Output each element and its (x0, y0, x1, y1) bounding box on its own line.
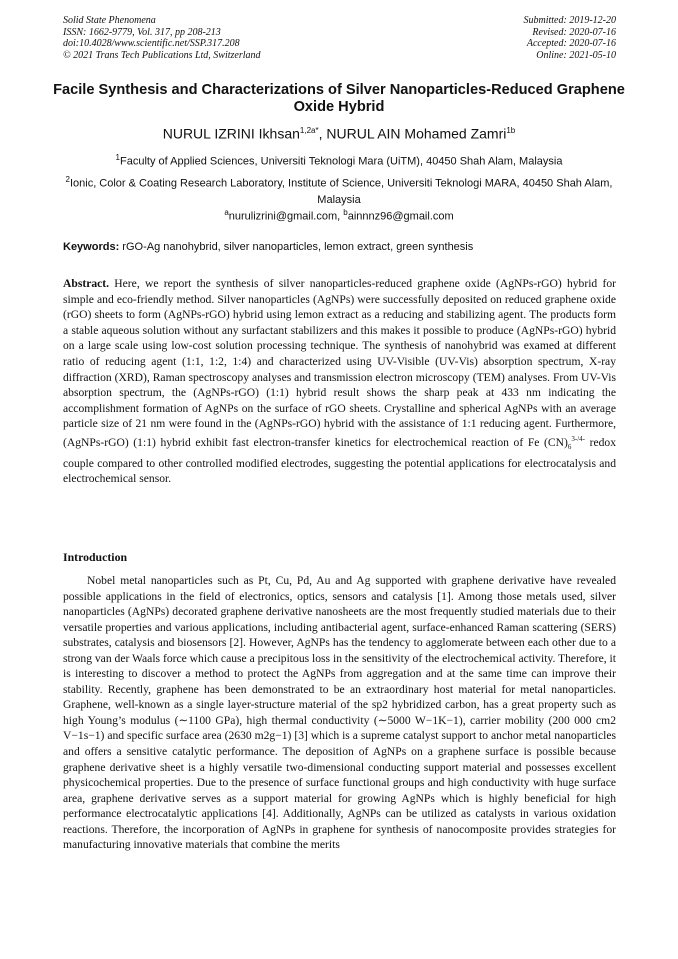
author-2: NURUL AIN Mohamed Zamri (326, 125, 507, 142)
abstract-superscript: 3-/4- (571, 434, 585, 443)
abstract-label: Abstract. (63, 277, 110, 290)
keywords-text: rGO-Ag nanohybrid, silver nanoparticles, lemon extract, green synthesis (119, 241, 474, 253)
abstract-text-1: Here, we report the synthesis of silver nanoparticles-reduced graphene oxide (AgNPs-rGO) hybrid for simple and eco-friendly method. Silver nanoparticles (AgNPs) were successfully deposited on reduced graphene oxide (rGO) sheets to form (AgNPs-rGO) hybrid using lemon extract as a reducing and stabilizing agent. The products form a stable aqueous solution without any surfactant stabilizers and this makes it possible to produce (AgNPs-rGO) hybrid on a large scale using low-cost solution processing technique. The synthesis of nanohybrid was examed at different ratio of reducing agent (1:1, 1:2, 1:4) and characterized using UV-Visible (UV-Vis) absorption spectrum, X-ray diffraction (XRD), Raman spectroscopy analyses and transmission electron microscopy (TEM) analyses. From UV-Vis absorption spectrum, the (AgNPs-rGO) (1:1) hybrid result shows the sharp peak at 433 nm indicating the accomplishment formation of AgNPs on the surface of rGO sheets. Crystalline and spherical AgNPs with an average particle size of 21 nm were found in the (AgNPs-rGO) hybrid with the assistance of 1:1 reducing agent. Furthermore, (AgNPs-rGO) (1:1) hybrid exhibit fast electron-transfer kinetics for electrochemical reaction of Fe (CN) (63, 277, 616, 449)
affiliation-2 (60, 172, 618, 208)
author-2-affil: 1b (506, 126, 516, 135)
affiliation-2-text: Ionic, Color & Coating Research Laboratory, Institute of Science, Universiti Teknologi MARA, 40450 Shah Alam, Malaysia (69, 177, 613, 206)
introduction-heading: Introduction (63, 550, 128, 564)
author-emails (60, 206, 618, 224)
author-line (40, 122, 638, 143)
revised-date: Revised: 2020-07-16 (532, 26, 616, 38)
author-separator: , (318, 125, 327, 142)
email-a[interactable]: nurulizrini@gmail.com (228, 210, 338, 223)
affiliation-1-text: Faculty of Applied Sciences, Universiti Teknologi Mara (UiTM), 40450 Shah Alam, Malaysia (120, 155, 563, 168)
online-date: Online: 2021-05-10 (536, 49, 616, 61)
introduction-paragraph: Nobel metal nanoparticles such as Pt, Cu, Pd, Au and Ag supported with graphene derivative have revealed possible applications in the field of electronics, optics, sensors and catalysis [1]. Among those metals used, silver nanoparticles (AgNPs) decorated graphene derivative nanosheets are the most frequently studied materials due to their versatile properties and various applications, including antibacterial agent, surface-enhanced Raman scattering (SERS) substrates, catalysis and biosensors [2]. However, AgNPs has the tendency to agglomerate between each other due to a strong van der Waals force which cause a precipitous loss in the sensitivity of the electrochemical activity. Therefore, it is interesting to discover a method to protect the AgNPs from aggregation and at the same time can improve their stability. Recently, graphene has been demonstrated to be an extraordinary host material for metal nanoparticles. Graphene, well-known as a single layer-structure material of the sp2 hybridized carbon, has a great property such as high Young’s modulus (∼1100 GPa), high thermal conductivity (∼5000 W−1K−1), carrier mobility (200 000 cm2 V−1s−1) and specific surface area (2630 m2g−1) [3] which is a supreme catalyst support to anchor metal nanoparticles and offers a sensitive catalytic performance. The deposition of AgNPs on a graphene surface is possible because graphene derivative sheet is a highly versatile two-dimensional conducting support material and possesses excellent physicochemical properties. Due to the presence of surface functional groups and high conductivity with huge surface area, graphene derivative serves as a support material for growing AgNPs which is highly beneficial for high performance electrocatalytic applications [4]. Additionally, AgNPs can be utilized as catalysts in various oxidation reactions. Therefore, the incorporation of AgNPs in graphene for synthesis of nanocomposite provides strategies for manufacturing innovative materials that combine the merits (63, 574, 616, 852)
abstract (63, 276, 616, 487)
doi-line: doi:10.4028/www.scientific.net/SSP.317.208 (63, 38, 240, 49)
email-separator: , (337, 210, 344, 223)
affiliation-1-mark: 1 (115, 153, 120, 162)
email-b[interactable]: ainnnz96@gmail.com (347, 210, 454, 223)
abstract-text-2: redox couple compared to other controlled modified electrodes, suggesting the potential applications for electrocatalysis and electrochemical sensor. (63, 435, 617, 486)
email-b-mark: b (343, 208, 348, 217)
issn-line: ISSN: 1662-9779, Vol. 317, pp 208-213 (63, 26, 221, 38)
submitted-date: Submitted: 2019-12-20 (523, 15, 616, 26)
keywords-label: Keywords: (63, 241, 120, 253)
accepted-date: Accepted: 2020-07-16 (526, 38, 616, 49)
submission-dates (524, 15, 617, 61)
paper-title: Facile Synthesis and Characterizations of Silver Nanoparticles-Reduced Graphene Oxide Hybrid (53, 82, 625, 115)
journal-info (63, 15, 261, 61)
author-1: NURUL IZRINI Ikhsan (162, 125, 300, 142)
affiliation-2-mark: 2 (65, 175, 70, 184)
affiliation-1 (60, 150, 618, 170)
author-1-affil: 1,2a* (299, 126, 319, 135)
copyright-line: © 2021 Trans Tech Publications Ltd, Switzerland (63, 49, 261, 61)
keywords (63, 240, 618, 254)
journal-name: Solid State Phenomena (63, 15, 156, 26)
email-a-mark: a (224, 208, 229, 217)
abstract-subscript: 6 (567, 443, 572, 452)
